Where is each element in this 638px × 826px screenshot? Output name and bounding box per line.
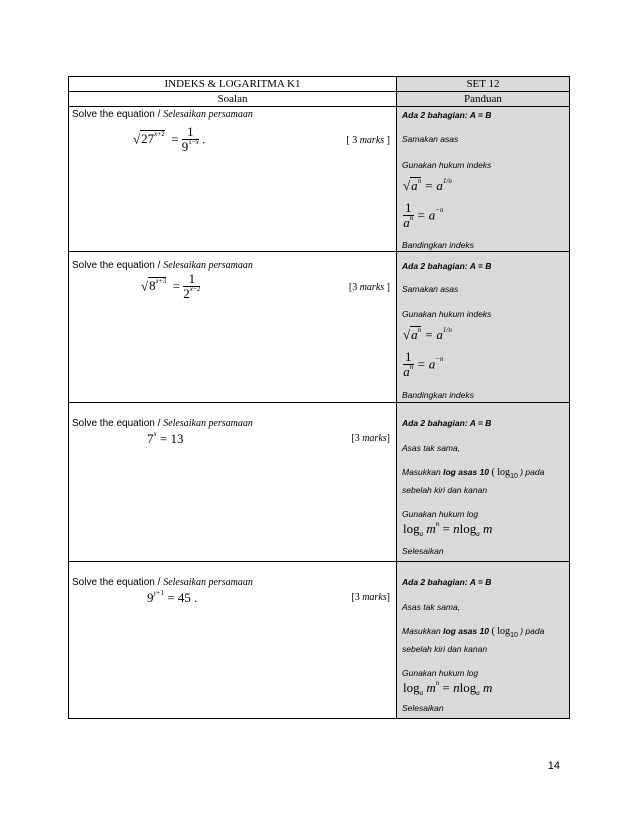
question-cell [69, 403, 397, 562]
question-prompt [72, 418, 253, 429]
marks-pre: [ 3 [346, 135, 360, 146]
question-cell [69, 562, 397, 719]
log-symbol: ( log [488, 467, 511, 478]
question-prompt [72, 260, 253, 271]
prompt-english: Solve the equation / [72, 260, 164, 271]
guide-line: Ada 2 bahagian: A = B [402, 418, 492, 428]
header-soalan: Soalan [69, 92, 397, 107]
marks-post: ] [384, 135, 390, 146]
guide-line: Gunakan hukum indeks [402, 309, 492, 319]
guide-line: sebelah kiri dan kanan [402, 485, 488, 495]
guide-line [402, 626, 544, 637]
marks-pre: [3 [351, 433, 363, 444]
guide-cell [397, 252, 570, 403]
question-row [69, 403, 570, 562]
guide-text: ) pada [517, 467, 545, 477]
formula-root: $√a^n = a^{1/n}$ [403, 177, 452, 193]
prompt-english: Solve the equation / [72, 418, 164, 429]
marks-post: ] [384, 282, 390, 293]
marks-label [346, 135, 390, 146]
page-number: 14 [547, 760, 560, 772]
header-set: SET 12 [397, 77, 570, 92]
log-base: 10 [510, 473, 518, 480]
formula-log-power: $\log_a m^n = nlog_a$ m [403, 520, 493, 538]
equation: $√8^{x+3}$ = $\frac{1}{2^{x-2}}$ [141, 271, 201, 301]
guide-line: Selesaikan [402, 703, 444, 713]
guide-bold-text: log asas 10 [443, 626, 489, 636]
header-panduan: Panduan [397, 92, 570, 107]
prompt-malay: Selesaikan persamaan [163, 109, 253, 120]
guide-text: Masukkan [402, 467, 444, 477]
question-prompt [72, 577, 253, 588]
marks-word: marks [362, 592, 387, 603]
guide-text: Masukkan [402, 626, 444, 636]
guide-line: Gunakan hukum log [402, 668, 479, 678]
guide-text: ) pada [517, 626, 545, 636]
equation: $9^{y+1} = 45$ . [147, 589, 198, 605]
guide-cell [397, 562, 570, 719]
guide-line: Selesaikan [402, 546, 444, 556]
prompt-malay: Selesaikan persamaan [163, 577, 253, 588]
guide-line: Ada 2 bahagian: A = B [402, 261, 492, 271]
marks-label [351, 433, 390, 444]
guide-line: sebelah kiri dan kanan [402, 644, 488, 654]
question-row [69, 252, 570, 403]
marks-label [349, 282, 390, 293]
marks-pre: [3 [348, 282, 360, 293]
guide-line: Ada 2 bahagian: A = B [402, 577, 492, 587]
equation: $7^x = 13$ [147, 430, 184, 446]
guide-line: Gunakan hukum indeks [402, 160, 492, 170]
prompt-english: Solve the equation / [72, 577, 164, 588]
question-row [69, 107, 570, 252]
guide-line: Gunakan hukum log [402, 509, 479, 519]
guide-line: Bandingkan indeks [402, 390, 474, 400]
guide-bold-text: log asas 10 [443, 467, 489, 477]
worksheet-table [68, 76, 570, 719]
guide-line: Ada 2 bahagian: A = B [402, 110, 492, 120]
question-cell [69, 252, 397, 403]
guide-line [402, 467, 544, 478]
formula-root: $√a^n = a^{1/n}$ [403, 326, 452, 342]
guide-line: Asas tak sama, [402, 443, 461, 453]
marks-word: marks [362, 433, 387, 444]
guide-line: Samakan asas [402, 284, 459, 294]
prompt-malay: Selesaikan persamaan [163, 418, 253, 429]
log-base: 10 [510, 632, 518, 639]
prompt-malay: Selesaikan persamaan [163, 260, 253, 271]
marks-label [351, 592, 390, 603]
marks-pre: [3 [351, 592, 363, 603]
guide-cell [397, 403, 570, 562]
marks-word: marks [359, 282, 385, 293]
guide-line: Samakan asas [402, 134, 459, 144]
marks-post: ] [386, 592, 390, 603]
header-title: INDEKS & LOGARITMA K1 [69, 77, 397, 92]
equation: $√27^{x+2}$ = $\frac{1}{9^{1-x}}$ . [133, 124, 206, 154]
question-prompt [72, 109, 253, 120]
formula-log-power: $\log_a m^n = nlog_a$ m [403, 679, 493, 697]
prompt-english: Solve the equation / [72, 109, 164, 120]
question-cell [69, 107, 397, 252]
guide-line: Bandingkan indeks [402, 240, 474, 250]
marks-post: ] [386, 433, 390, 444]
marks-word: marks [359, 135, 385, 146]
question-row [69, 562, 570, 719]
log-symbol: ( log [488, 626, 511, 637]
guide-line: Asas tak sama, [402, 602, 461, 612]
guide-cell [397, 107, 570, 252]
formula-reciprocal: $\frac{1}{a^n}$ = $a^{-n}$ [403, 349, 444, 379]
formula-reciprocal: $\frac{1}{a^n}$ = $a^{-n}$ [403, 200, 444, 230]
